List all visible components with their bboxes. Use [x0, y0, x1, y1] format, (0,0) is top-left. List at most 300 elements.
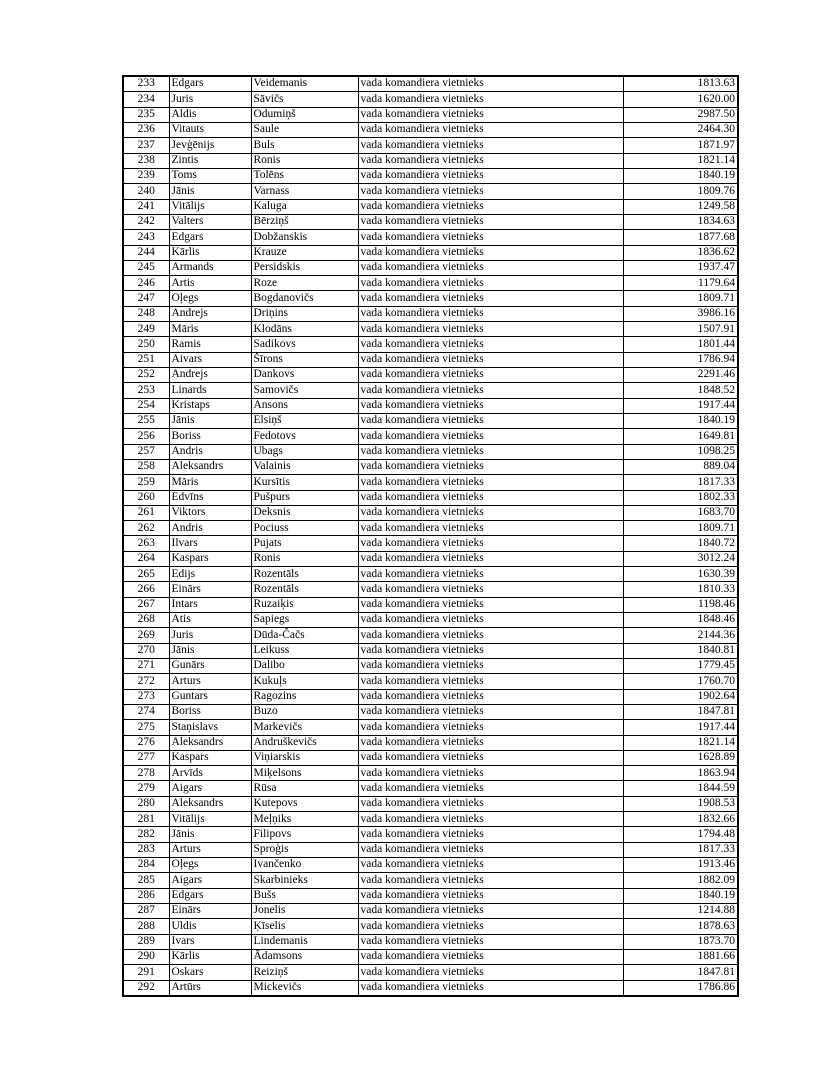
first-name-cell: Edgars	[169, 888, 251, 903]
amount-cell: 1630.39	[623, 567, 738, 582]
table-row	[123, 873, 738, 888]
first-name-cell: Jānis	[169, 184, 251, 199]
row-number-cell: 268	[123, 613, 169, 628]
row-number-cell: 233	[123, 76, 169, 92]
position-cell: vada komandiera vietnieks	[358, 873, 623, 888]
first-name-cell: Atis	[169, 613, 251, 628]
row-number-cell: 245	[123, 260, 169, 275]
first-name-cell: Kaspars	[169, 750, 251, 765]
position-cell: vada komandiera vietnieks	[358, 934, 623, 949]
table-row	[123, 842, 738, 857]
table-row	[123, 276, 738, 291]
last-name-cell: Ivančenko	[251, 858, 358, 873]
first-name-cell: Jānis	[169, 827, 251, 842]
first-name-cell: Māris	[169, 322, 251, 337]
table-row	[123, 781, 738, 796]
personnel-table	[122, 75, 739, 997]
position-cell: vada komandiera vietnieks	[358, 322, 623, 337]
amount-cell: 1214.88	[623, 903, 738, 918]
row-number-cell: 289	[123, 934, 169, 949]
table-row	[123, 949, 738, 964]
table-row	[123, 505, 738, 520]
position-cell: vada komandiera vietnieks	[358, 92, 623, 107]
last-name-cell: Ronis	[251, 551, 358, 566]
row-number-cell: 281	[123, 812, 169, 827]
first-name-cell: Juris	[169, 92, 251, 107]
position-cell: vada komandiera vietnieks	[358, 199, 623, 214]
first-name-cell: Uldis	[169, 919, 251, 934]
amount-cell: 1810.33	[623, 582, 738, 597]
row-number-cell: 243	[123, 230, 169, 245]
table-row	[123, 858, 738, 873]
position-cell: vada komandiera vietnieks	[358, 291, 623, 306]
row-number-cell: 282	[123, 827, 169, 842]
row-number-cell: 288	[123, 919, 169, 934]
first-name-cell: Vitauts	[169, 123, 251, 138]
first-name-cell: Jānis	[169, 643, 251, 658]
first-name-cell: Ilvars	[169, 536, 251, 551]
row-number-cell: 236	[123, 123, 169, 138]
first-name-cell: Vitālijs	[169, 812, 251, 827]
amount-cell: 2144.36	[623, 628, 738, 643]
position-cell: vada komandiera vietnieks	[358, 628, 623, 643]
table-row	[123, 582, 738, 597]
row-number-cell: 283	[123, 842, 169, 857]
row-number-cell: 252	[123, 368, 169, 383]
position-cell: vada komandiera vietnieks	[358, 812, 623, 827]
table-row	[123, 796, 738, 811]
last-name-cell: Elsiņš	[251, 413, 358, 428]
row-number-cell: 248	[123, 306, 169, 321]
first-name-cell: Jānis	[169, 413, 251, 428]
row-number-cell: 247	[123, 291, 169, 306]
amount-cell: 1873.70	[623, 934, 738, 949]
row-number-cell: 273	[123, 689, 169, 704]
last-name-cell: Pušpurs	[251, 490, 358, 505]
last-name-cell: Rozentāls	[251, 567, 358, 582]
amount-cell: 1834.63	[623, 214, 738, 229]
last-name-cell: Kursītis	[251, 475, 358, 490]
amount-cell: 1917.44	[623, 398, 738, 413]
table-row	[123, 643, 738, 658]
table-row	[123, 766, 738, 781]
amount-cell: 1821.14	[623, 735, 738, 750]
position-cell: vada komandiera vietnieks	[358, 980, 623, 996]
table-row	[123, 459, 738, 474]
table-row	[123, 429, 738, 444]
first-name-cell: Arvīds	[169, 766, 251, 781]
first-name-cell: Jevģēnijs	[169, 138, 251, 153]
first-name-cell: Artūrs	[169, 980, 251, 996]
last-name-cell: Pujats	[251, 536, 358, 551]
amount-cell: 1809.71	[623, 521, 738, 536]
amount-cell: 2291.46	[623, 368, 738, 383]
last-name-cell: Rozentāls	[251, 582, 358, 597]
table-row	[123, 184, 738, 199]
last-name-cell: Persidskis	[251, 260, 358, 275]
table-row	[123, 168, 738, 183]
row-number-cell: 274	[123, 704, 169, 719]
row-number-cell: 246	[123, 276, 169, 291]
last-name-cell: Ubags	[251, 444, 358, 459]
row-number-cell: 280	[123, 796, 169, 811]
amount-cell: 1908.53	[623, 796, 738, 811]
amount-cell: 1836.62	[623, 245, 738, 260]
first-name-cell: Oļegs	[169, 291, 251, 306]
table-row	[123, 76, 738, 92]
position-cell: vada komandiera vietnieks	[358, 505, 623, 520]
last-name-cell: Ruzaiķis	[251, 597, 358, 612]
first-name-cell: Kārlis	[169, 949, 251, 964]
first-name-cell: Aleksandrs	[169, 796, 251, 811]
row-number-cell: 238	[123, 153, 169, 168]
first-name-cell: Andrejs	[169, 306, 251, 321]
table-row	[123, 306, 738, 321]
amount-cell: 1809.71	[623, 291, 738, 306]
position-cell: vada komandiera vietnieks	[358, 168, 623, 183]
table-row	[123, 658, 738, 673]
first-name-cell: Oskars	[169, 965, 251, 980]
amount-cell: 1917.44	[623, 720, 738, 735]
amount-cell: 1649.81	[623, 429, 738, 444]
last-name-cell: Saule	[251, 123, 358, 138]
first-name-cell: Edvīns	[169, 490, 251, 505]
last-name-cell: Šīrons	[251, 352, 358, 367]
last-name-cell: Kutepovs	[251, 796, 358, 811]
first-name-cell: Juris	[169, 628, 251, 643]
first-name-cell: Staņislavs	[169, 720, 251, 735]
position-cell: vada komandiera vietnieks	[358, 536, 623, 551]
row-number-cell: 241	[123, 199, 169, 214]
first-name-cell: Oļegs	[169, 858, 251, 873]
first-name-cell: Intars	[169, 597, 251, 612]
first-name-cell: Kaspars	[169, 551, 251, 566]
position-cell: vada komandiera vietnieks	[358, 781, 623, 796]
row-number-cell: 261	[123, 505, 169, 520]
amount-cell: 1840.81	[623, 643, 738, 658]
table-row	[123, 260, 738, 275]
first-name-cell: Ramis	[169, 337, 251, 352]
table-row	[123, 919, 738, 934]
position-cell: vada komandiera vietnieks	[358, 413, 623, 428]
row-number-cell: 292	[123, 980, 169, 996]
position-cell: vada komandiera vietnieks	[358, 490, 623, 505]
table-row	[123, 245, 738, 260]
table-row	[123, 322, 738, 337]
first-name-cell: Linards	[169, 383, 251, 398]
amount-cell: 1877.68	[623, 230, 738, 245]
last-name-cell: Ansons	[251, 398, 358, 413]
first-name-cell: Gunārs	[169, 658, 251, 673]
row-number-cell: 285	[123, 873, 169, 888]
position-cell: vada komandiera vietnieks	[358, 429, 623, 444]
last-name-cell: Ķīselis	[251, 919, 358, 934]
table-row	[123, 613, 738, 628]
row-number-cell: 276	[123, 735, 169, 750]
row-number-cell: 277	[123, 750, 169, 765]
row-number-cell: 262	[123, 521, 169, 536]
last-name-cell: Roze	[251, 276, 358, 291]
row-number-cell: 265	[123, 567, 169, 582]
last-name-cell: Miķelsons	[251, 766, 358, 781]
position-cell: vada komandiera vietnieks	[358, 720, 623, 735]
table-row	[123, 398, 738, 413]
table-row	[123, 337, 738, 352]
position-cell: vada komandiera vietnieks	[358, 858, 623, 873]
amount-cell: 1760.70	[623, 674, 738, 689]
row-number-cell: 256	[123, 429, 169, 444]
last-name-cell: Dankovs	[251, 368, 358, 383]
first-name-cell: Arturs	[169, 842, 251, 857]
row-number-cell: 235	[123, 107, 169, 122]
position-cell: vada komandiera vietnieks	[358, 597, 623, 612]
position-cell: vada komandiera vietnieks	[358, 76, 623, 92]
first-name-cell: Einārs	[169, 582, 251, 597]
row-number-cell: 253	[123, 383, 169, 398]
last-name-cell: Lindemanis	[251, 934, 358, 949]
first-name-cell: Vitālijs	[169, 199, 251, 214]
position-cell: vada komandiera vietnieks	[358, 245, 623, 260]
first-name-cell: Andrejs	[169, 368, 251, 383]
amount-cell: 1817.33	[623, 475, 738, 490]
position-cell: vada komandiera vietnieks	[358, 398, 623, 413]
row-number-cell: 271	[123, 658, 169, 673]
amount-cell: 1779.45	[623, 658, 738, 673]
row-number-cell: 264	[123, 551, 169, 566]
last-name-cell: Tolēns	[251, 168, 358, 183]
position-cell: vada komandiera vietnieks	[358, 919, 623, 934]
row-number-cell: 279	[123, 781, 169, 796]
table-row	[123, 597, 738, 612]
last-name-cell: Buls	[251, 138, 358, 153]
last-name-cell: Bušs	[251, 888, 358, 903]
last-name-cell: Dobžanskis	[251, 230, 358, 245]
position-cell: vada komandiera vietnieks	[358, 888, 623, 903]
row-number-cell: 234	[123, 92, 169, 107]
first-name-cell: Kārlis	[169, 245, 251, 260]
amount-cell: 1794.48	[623, 827, 738, 842]
table-row	[123, 291, 738, 306]
last-name-cell: Sproģis	[251, 842, 358, 857]
last-name-cell: Ragozins	[251, 689, 358, 704]
amount-cell: 1902.64	[623, 689, 738, 704]
last-name-cell: Filipovs	[251, 827, 358, 842]
position-cell: vada komandiera vietnieks	[358, 613, 623, 628]
first-name-cell: Māris	[169, 475, 251, 490]
position-cell: vada komandiera vietnieks	[358, 965, 623, 980]
last-name-cell: Klodāns	[251, 322, 358, 337]
table-row	[123, 903, 738, 918]
last-name-cell: Dalibo	[251, 658, 358, 673]
last-name-cell: Mickevičs	[251, 980, 358, 996]
last-name-cell: Driņins	[251, 306, 358, 321]
amount-cell: 1786.86	[623, 980, 738, 996]
first-name-cell: Zintis	[169, 153, 251, 168]
row-number-cell: 239	[123, 168, 169, 183]
amount-cell: 1620.00	[623, 92, 738, 107]
last-name-cell: Jonelis	[251, 903, 358, 918]
position-cell: vada komandiera vietnieks	[358, 735, 623, 750]
row-number-cell: 275	[123, 720, 169, 735]
position-cell: vada komandiera vietnieks	[358, 643, 623, 658]
table-row	[123, 230, 738, 245]
table-row	[123, 827, 738, 842]
amount-cell: 1844.59	[623, 781, 738, 796]
amount-cell: 1847.81	[623, 965, 738, 980]
amount-cell: 1840.19	[623, 168, 738, 183]
table-row	[123, 965, 738, 980]
amount-cell: 1801.44	[623, 337, 738, 352]
table-row	[123, 674, 738, 689]
first-name-cell: Kristaps	[169, 398, 251, 413]
table-row	[123, 490, 738, 505]
first-name-cell: Aleksandrs	[169, 735, 251, 750]
last-name-cell: Skarbinieks	[251, 873, 358, 888]
table-row	[123, 107, 738, 122]
last-name-cell: Kaluga	[251, 199, 358, 214]
position-cell: vada komandiera vietnieks	[358, 306, 623, 321]
position-cell: vada komandiera vietnieks	[358, 459, 623, 474]
amount-cell: 1809.76	[623, 184, 738, 199]
amount-cell: 1249.58	[623, 199, 738, 214]
amount-cell: 1786.94	[623, 352, 738, 367]
table-row	[123, 735, 738, 750]
first-name-cell: Edgars	[169, 76, 251, 92]
amount-cell: 2464.30	[623, 123, 738, 138]
table-row	[123, 551, 738, 566]
amount-cell: 1840.19	[623, 413, 738, 428]
last-name-cell: Andruškevičs	[251, 735, 358, 750]
first-name-cell: Edijs	[169, 567, 251, 582]
position-cell: vada komandiera vietnieks	[358, 842, 623, 857]
last-name-cell: Markevičs	[251, 720, 358, 735]
row-number-cell: 249	[123, 322, 169, 337]
first-name-cell: Aigars	[169, 781, 251, 796]
table-row	[123, 720, 738, 735]
row-number-cell: 258	[123, 459, 169, 474]
last-name-cell: Pociuss	[251, 521, 358, 536]
first-name-cell: Artis	[169, 276, 251, 291]
row-number-cell: 257	[123, 444, 169, 459]
last-name-cell: Leikuss	[251, 643, 358, 658]
table-row	[123, 352, 738, 367]
position-cell: vada komandiera vietnieks	[358, 582, 623, 597]
table-body	[123, 76, 738, 996]
amount-cell: 1863.94	[623, 766, 738, 781]
table-row	[123, 383, 738, 398]
amount-cell: 1813.63	[623, 76, 738, 92]
last-name-cell: Rūsa	[251, 781, 358, 796]
row-number-cell: 291	[123, 965, 169, 980]
position-cell: vada komandiera vietnieks	[358, 689, 623, 704]
row-number-cell: 269	[123, 628, 169, 643]
last-name-cell: Viņiarskis	[251, 750, 358, 765]
position-cell: vada komandiera vietnieks	[358, 475, 623, 490]
position-cell: vada komandiera vietnieks	[358, 444, 623, 459]
position-cell: vada komandiera vietnieks	[358, 352, 623, 367]
position-cell: vada komandiera vietnieks	[358, 796, 623, 811]
last-name-cell: Bogdanovičs	[251, 291, 358, 306]
position-cell: vada komandiera vietnieks	[358, 674, 623, 689]
first-name-cell: Edgars	[169, 230, 251, 245]
table-row	[123, 199, 738, 214]
position-cell: vada komandiera vietnieks	[358, 704, 623, 719]
first-name-cell: Aivars	[169, 352, 251, 367]
row-number-cell: 244	[123, 245, 169, 260]
last-name-cell: Reiziņš	[251, 965, 358, 980]
table-row	[123, 750, 738, 765]
amount-cell: 889.04	[623, 459, 738, 474]
first-name-cell: Guntars	[169, 689, 251, 704]
last-name-cell: Varnass	[251, 184, 358, 199]
amount-cell: 1881.66	[623, 949, 738, 964]
row-number-cell: 250	[123, 337, 169, 352]
table-row	[123, 368, 738, 383]
row-number-cell: 240	[123, 184, 169, 199]
last-name-cell: Samovičs	[251, 383, 358, 398]
position-cell: vada komandiera vietnieks	[358, 123, 623, 138]
amount-cell: 3012.24	[623, 551, 738, 566]
amount-cell: 1840.19	[623, 888, 738, 903]
position-cell: vada komandiera vietnieks	[358, 949, 623, 964]
first-name-cell: Aldis	[169, 107, 251, 122]
amount-cell: 1832.66	[623, 812, 738, 827]
row-number-cell: 254	[123, 398, 169, 413]
position-cell: vada komandiera vietnieks	[358, 551, 623, 566]
amount-cell: 2987.50	[623, 107, 738, 122]
amount-cell: 1913.46	[623, 858, 738, 873]
amount-cell: 1882.09	[623, 873, 738, 888]
amount-cell: 1821.14	[623, 153, 738, 168]
first-name-cell: Aleksandrs	[169, 459, 251, 474]
row-number-cell: 242	[123, 214, 169, 229]
last-name-cell: Dūda-Čačs	[251, 628, 358, 643]
table-row	[123, 214, 738, 229]
position-cell: vada komandiera vietnieks	[358, 368, 623, 383]
first-name-cell: Aigars	[169, 873, 251, 888]
first-name-cell: Arturs	[169, 674, 251, 689]
position-cell: vada komandiera vietnieks	[358, 827, 623, 842]
table-row	[123, 413, 738, 428]
table-row	[123, 812, 738, 827]
amount-cell: 1198.46	[623, 597, 738, 612]
amount-cell: 1848.46	[623, 613, 738, 628]
position-cell: vada komandiera vietnieks	[358, 153, 623, 168]
table-row	[123, 92, 738, 107]
last-name-cell: Krauze	[251, 245, 358, 260]
last-name-cell: Sāvičs	[251, 92, 358, 107]
last-name-cell: Meļņiks	[251, 812, 358, 827]
last-name-cell: Ronis	[251, 153, 358, 168]
table-row	[123, 689, 738, 704]
position-cell: vada komandiera vietnieks	[358, 383, 623, 398]
position-cell: vada komandiera vietnieks	[358, 214, 623, 229]
amount-cell: 1098.25	[623, 444, 738, 459]
amount-cell: 1871.97	[623, 138, 738, 153]
row-number-cell: 286	[123, 888, 169, 903]
table-row	[123, 138, 738, 153]
first-name-cell: Ivars	[169, 934, 251, 949]
row-number-cell: 237	[123, 138, 169, 153]
last-name-cell: Fedotovs	[251, 429, 358, 444]
row-number-cell: 251	[123, 352, 169, 367]
table-row	[123, 888, 738, 903]
last-name-cell: Ādamsons	[251, 949, 358, 964]
last-name-cell: Odumiņš	[251, 107, 358, 122]
table-row	[123, 980, 738, 996]
table-row	[123, 934, 738, 949]
first-name-cell: Boriss	[169, 704, 251, 719]
